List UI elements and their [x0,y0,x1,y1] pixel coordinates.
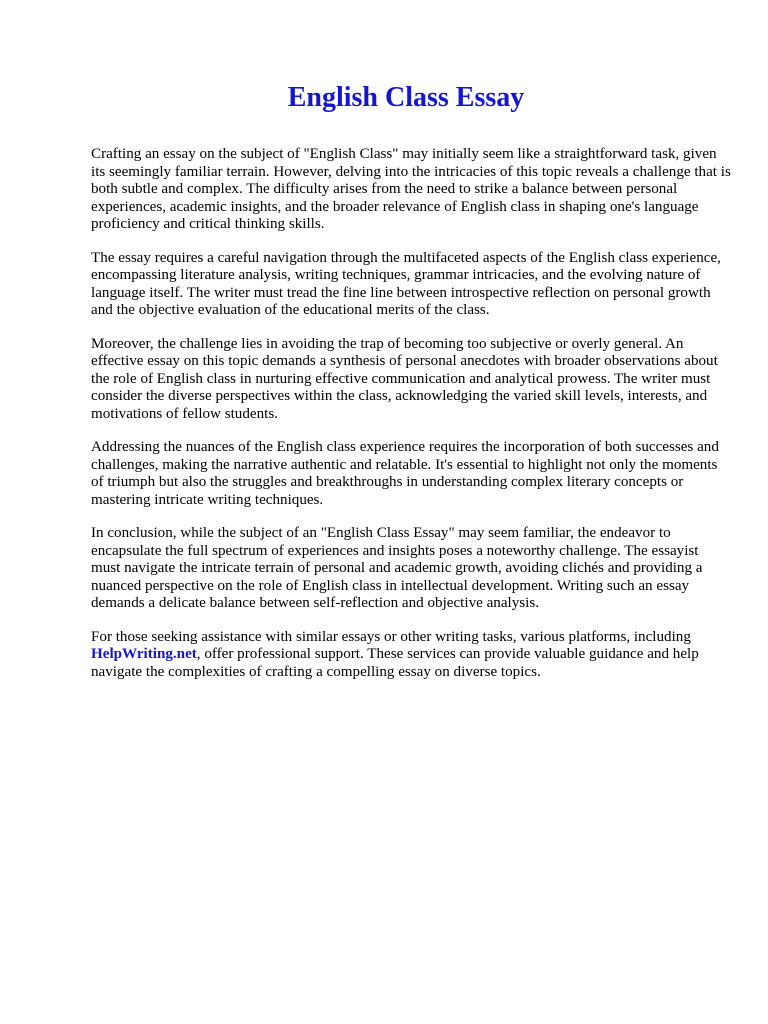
paragraph-4: Addressing the nuances of the English class experience requires the incorporation of both successes and challenges, making the narrative authentic and relatable. It's essential to highlight not only the moments of triumph but also the struggles and breakthroughs in understanding complex literary concepts or mastering intricate writing techniques. [91,439,719,508]
document-title: English Class Essay [287,82,525,113]
paragraph-2: The essay requires a careful navigation through the multifaceted aspects of the English class experience, encompassing literature analysis, writing techniques, grammar intricacies, and the evolving nature of language itself. The writer must tread the fine line between introspective reflection on personal growth and the objective evaluation of the educational merits of the class. [91,249,721,318]
document-body [91,146,731,697]
paragraph-1: Crafting an essay on the subject of "English Class" may initially seem like a straightforward task, given its seemingly familiar terrain. However, delving into the intricacies of this topic reveals a challenge that is both subtle and complex. The difficulty arises from the need to strike a balance between personal experiences, academic insights, and the broader relevance of English class in shaping one's language proficiency and critical thinking skills. [91,146,731,232]
paragraph-6 [91,629,731,682]
paragraph-6-lead-text: For those seeking assistance with similar essays or other writing tasks, various platforms, including [91,628,691,645]
paragraph-5: In conclusion, while the subject of an "English Class Essay" may seem familiar, the endeavor to encapsulate the full spectrum of experiences and insights poses a noteworthy challenge. The essayist must navigate the intricate terrain of personal and academic growth, avoiding clichés and providing a nuanced perspective on the role of English class in intellectual development. Writing such an essay demands a delicate balance between self-reflection and objective analysis. [91,525,703,611]
helpwriting-link[interactable]: HelpWriting.net [91,646,197,662]
paragraph-3: Moreover, the challenge lies in avoiding the trap of becoming too subjective or overly general. An effective essay on this topic demands a synthesis of personal anecdotes with broader observations about the role of English class in nurturing effective communication and analytical prowess. The writer must consider the diverse perspectives within the class, acknowledging the varied skill levels, interests, and motivations of fellow students. [91,335,718,422]
paragraph-6-trailing-text: , offer professional support. These services can provide valuable guidance and help navigate the complexities of crafting a compelling essay on diverse topics. [91,646,699,680]
